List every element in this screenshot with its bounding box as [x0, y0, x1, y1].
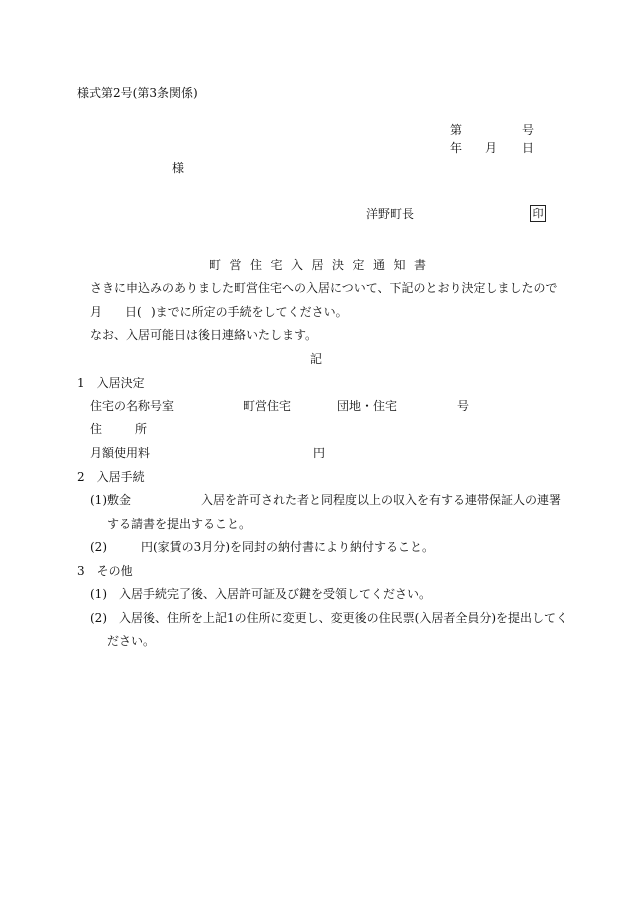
issuer-name: 洋野町長 [366, 207, 415, 221]
date-year: 年 [450, 141, 463, 155]
doc-number-prefix: 第 [450, 123, 463, 137]
intro-line-1: さきに申込みのありました町営住宅への入居について、下記のとおり決定しましたので [90, 281, 558, 295]
date-day: 日 [522, 141, 535, 155]
payment-number: (2) [90, 540, 107, 554]
housing-name-value-2: 団地・住宅 [337, 399, 398, 413]
address-label-b: 所 [135, 422, 148, 436]
doc-number-suffix: 号 [522, 123, 535, 137]
deposit-text-2: する請書を提出すること。 [107, 517, 252, 531]
intro-month: 月 [90, 305, 103, 319]
section3-heading: 3 その他 [77, 564, 133, 578]
deposit-label: (1)敷金 [90, 493, 131, 507]
intro-day: 日( [125, 305, 142, 319]
form-label: 様式第2号(第3条関係) [77, 86, 198, 100]
seal-mark: 印 [530, 205, 546, 222]
ki-heading: 記 [310, 352, 323, 366]
other-item2-number: (2) [90, 611, 107, 625]
rent-unit: 円 [313, 446, 326, 460]
section2-heading: 2 入居手続 [77, 470, 145, 484]
address-label-a: 住 [90, 422, 103, 436]
intro-line-3: なお、入居可能日は後日連絡いたします。 [90, 328, 318, 342]
payment-text: 円(家賃の3月分)を同封の納付書により納付すること。 [141, 540, 435, 554]
document-title: 町営住宅入居決定通知書 [209, 258, 435, 272]
rent-label: 月額使用料 [90, 446, 151, 460]
housing-name-value-1: 町営住宅 [243, 399, 292, 413]
section1-heading: 1 入居決定 [77, 376, 145, 390]
housing-name-value-3: 号 [457, 399, 470, 413]
other-item1-number: (1) [90, 587, 107, 601]
addressee-honorific: 様 [172, 161, 185, 175]
other-item2-text-2: ださい。 [107, 634, 156, 648]
other-item1-text: 入居手続完了後、入居許可証及び鍵を受領してください。 [119, 587, 432, 601]
intro-line-2-rest: )までに所定の手続をしてください。 [151, 305, 348, 319]
deposit-text-1: 入居を許可された者と同程度以上の収入を有する連帯保証人の連署 [201, 493, 562, 507]
other-item2-text-1: 入居後、住所を上記1の住所に変更し、変更後の住民票(入居者全員分)を提出してく [119, 611, 569, 625]
date-month: 月 [485, 141, 498, 155]
housing-name-label: 住宅の名称号室 [90, 399, 175, 413]
